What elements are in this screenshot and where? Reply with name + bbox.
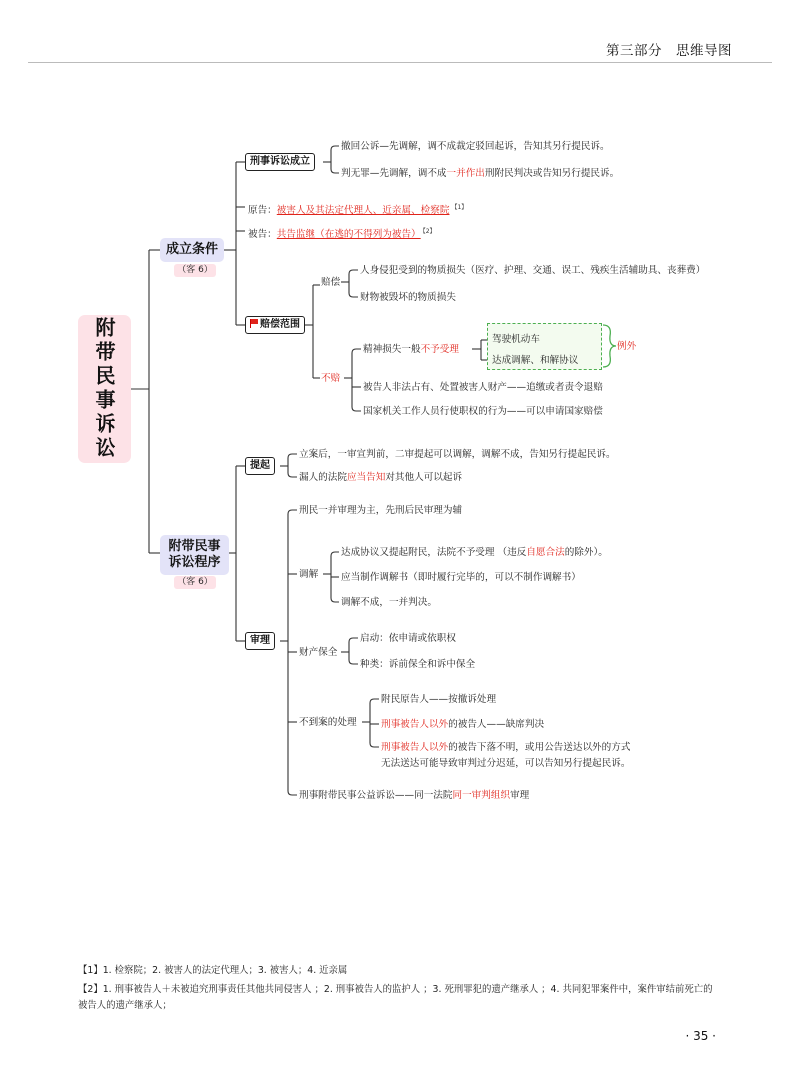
footnote-2-line1: 【2】1. 刑事被告人＋未被追究刑事责任其他共同侵害人 ；2. 刑事被告人的监护人 ；3. 死刑罪犯的遗产继承人 ；4. 共同犯罪案件中，案件审结前死亡的 [78,984,713,995]
property-preservation-label: 财产保全 [299,647,338,658]
absent-handling-label: 不到案的处理 [299,717,357,728]
plaintiff-item: 原告：被害人及其法定代理人、近亲属、检察院 $^{【1】}$ [248,204,468,217]
flag-icon [250,319,258,327]
exception-label: 例外 [617,341,637,352]
criminal-case-box: 刑事诉讼成立 [245,153,315,171]
exam-tag: （客 6） [174,264,216,277]
footnote-2-line2: 被告人的遗产继承人； [78,1000,172,1011]
public-interest-item: 刑事附带民事公益诉讼——同一法院同一审判组织审理 [299,790,530,801]
exception-item-vehicle: 驾驶机动车 [492,334,540,345]
no-comp-item-mental: 精神损失一般不予受理 [363,344,459,355]
compensate-label: 赔偿 [321,277,341,288]
raise-box: 提起 [245,457,275,475]
criminal-item-acquittal: 判无罪—先调解，调不成一并作出刑附民判决或告知另行提民诉。 [341,168,620,179]
mediation-item-document: 应当制作调解书（即时履行完毕的，可以不制作调解书） [341,572,581,583]
no-comp-item-state-organ: 国家机关工作人员行使职权的行为——可以申请国家赔偿 [363,406,603,417]
compensation-scope-box: 赔偿范围 [245,316,305,334]
absent-item-defendant: 刑事被告人以外的被告人——缺席判决 [381,719,545,730]
civil-procedure-label-line1: 附带民事 [168,539,221,554]
root-node [78,315,131,463]
raise-item-timing: 立案后，一审宣判前，二审提起可以调解，调解不成，告知另行提起民诉。 [299,449,616,460]
trial-item-joint: 刑民一并审理为主，先刑后民审理为辅 [299,505,463,516]
node-civil-procedure [160,535,229,575]
node-establishment-conditions [160,238,224,262]
trial-box: 审理 [245,632,275,650]
mediation-item-agreement: 达成协议又提起附民，法院不予受理 （违反自愿合法的除外）。 [341,547,608,558]
establishment-conditions-label: 成立条件 [165,242,218,257]
mediation-label: 调解 [299,569,319,580]
raise-item-omitted: 漏人的法院应当告知对其他人可以起诉 [299,472,463,483]
exception-item-mediation: 达成调解、和解协议 [492,355,579,366]
root-label: 附带民事诉讼 [92,317,116,461]
civil-procedure-label-line2: 诉讼程序 [168,555,221,570]
absent-item-whereabouts-line2: 无法送达可能导致审判过分迟延，可以告知另行提起民诉。 [381,758,631,769]
compensate-item-property: 财物被毁坏的物质损失 [360,292,456,303]
page-header-title: 第三部分 思维导图 [606,43,732,59]
footnote-1: 【1】1. 检察院；2. 被害人的法定代理人；3. 被害人；4. 近亲属 [78,965,348,976]
property-item-start: 启动：依申请或依职权 [360,633,456,644]
criminal-item-withdraw: 撤回公诉—先调解，调不成裁定驳回起诉，告知其另行提民诉。 [341,141,610,152]
defendant-item: 被告：共告监继（在逃的不得列为被告） $^{【2】}$ [248,228,436,241]
exam-tag-2: （客 6） [174,576,216,589]
page-number: · 35 · [685,1029,716,1043]
compensate-item-personal: 人身侵犯受到的物质损失（医疗、护理、交通、误工、残疾生活辅助具、丧葬费） [360,265,706,276]
property-item-types: 种类：诉前保全和诉中保全 [360,659,476,670]
no-compensation-label: 不赔 [321,373,341,384]
no-comp-item-illegal-possession: 被告人非法占有、处置被害人财产——追缴或者责令退赔 [363,382,603,393]
mediation-item-failed: 调解不成，一并判决。 [341,597,437,608]
absent-item-whereabouts: 刑事被告人以外的被告下落不明，或用公告送达以外的方式 [381,742,631,753]
absent-item-plaintiff: 附民原告人——按撤诉处理 [381,694,497,705]
